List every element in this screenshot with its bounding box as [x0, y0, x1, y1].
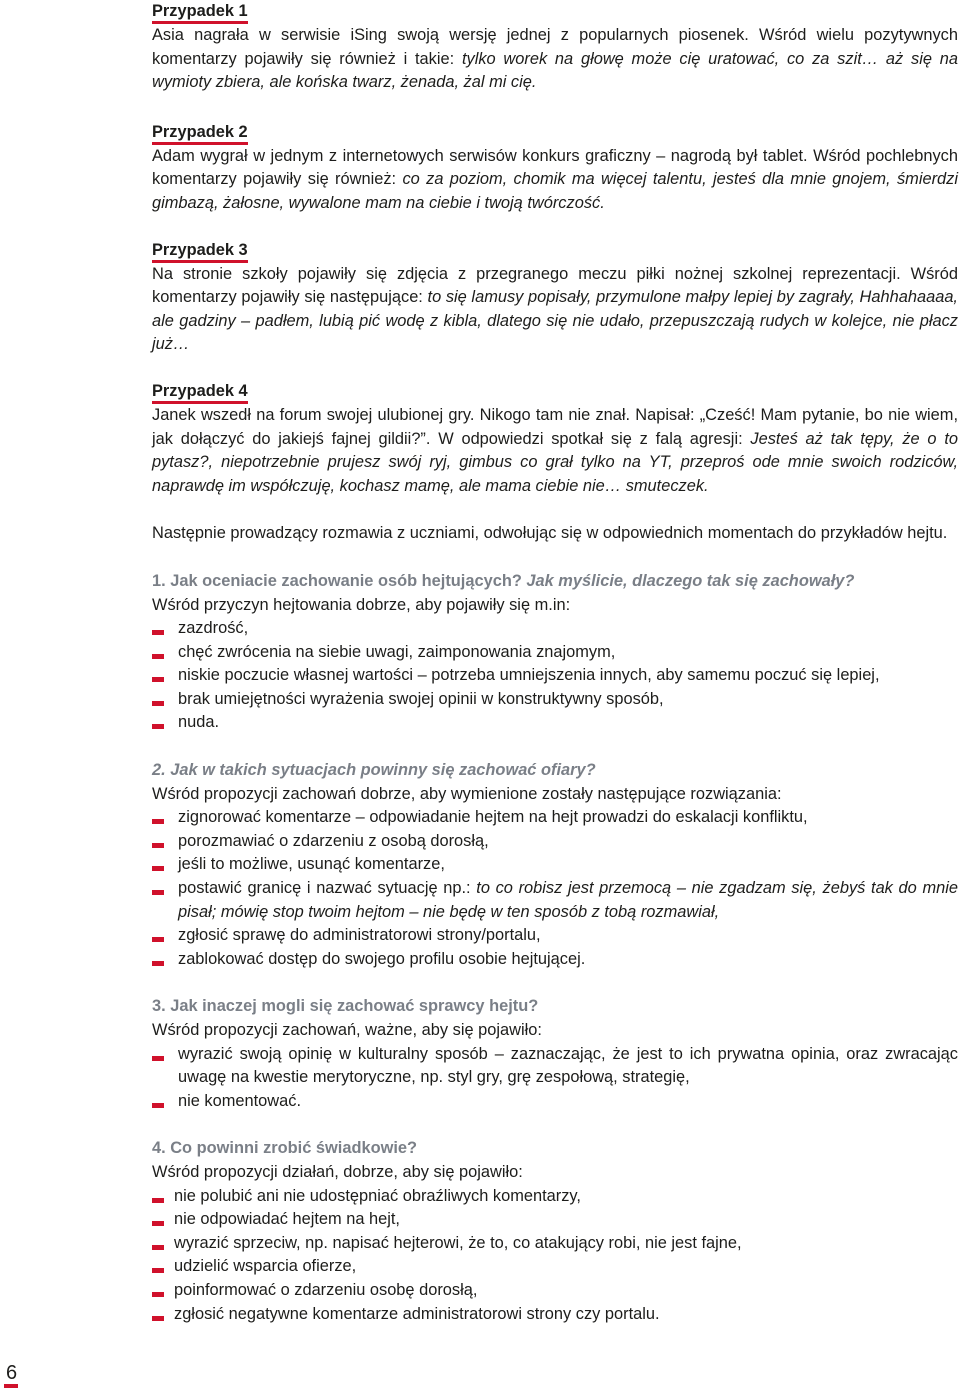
list-item-text: udzielić wsparcia ofierze,: [174, 1257, 357, 1276]
list-item-text: wyrazić swoją opinię w kulturalny sposób – zaznaczając, że jest to ich prywatna opinia, oraz zwracając uwagę na kwestie merytoryczne, np. styl gry, grę zespołową, strategię,: [178, 1044, 958, 1087]
case-text-quote: Jesteś aż tak tępy, że o to pytasz?, niepotrzebnie prujesz swój ryj, gimbus co grał tylko na YT, przeproś ode mnie swoich rodziców, naprawdę im współczuję, kochasz mamę, ale mama ciebie nie… smuteczek.: [152, 429, 958, 495]
case-3: [152, 239, 958, 357]
question-title-text: 1. Jak oceniacie zachowanie osób hejtujących?: [152, 571, 527, 590]
list-item-text: postawić granicę i nazwać sytuację np.:: [178, 879, 477, 898]
question-3: [152, 995, 958, 1113]
list-item: [152, 924, 958, 948]
list-item-text: nie komentować.: [178, 1091, 301, 1110]
case-heading: Przypadek 3: [152, 241, 248, 263]
list-item-text: brak umiejętności wyrażenia swojej opinii w konstruktywny sposób,: [178, 689, 664, 708]
list-item: [152, 617, 958, 641]
question-title-text: 2. Jak w takich sytuacjach powinny się zachować ofiary?: [152, 761, 596, 780]
question-lead: Wśród propozycji działań, dobrze, aby się pojawiło:: [152, 1162, 523, 1181]
list-item: [152, 1208, 958, 1232]
page-number: 6: [6, 1362, 18, 1384]
list-item-text: zablokować dostęp do swojego profilu osobie hejtującej.: [178, 949, 586, 968]
case-text-quote: co za poziom, chomik ma więcej talentu, jesteś dla mnie gnojem, śmierdzi gimbazą, żałosne, wywalone mam na ciebie i twoją twórczość.: [152, 170, 958, 212]
case-4: [152, 380, 958, 498]
list-item-text: chęć zwrócenia na siebie uwagi, zaimponowania znajomym,: [178, 642, 616, 661]
list-item-text: wyrazić sprzeciw, np. napisać hejterowi, że to, co atakujący robi, nie jest fajne,: [174, 1233, 742, 1252]
question-title: 4. Co powinni zrobić świadkowie?: [152, 1139, 418, 1158]
question-title: 3. Jak inaczej mogli się zachować sprawcy hejtu?: [152, 997, 539, 1016]
list-item: [152, 688, 958, 712]
list-item: [152, 664, 958, 688]
list-item: [152, 830, 958, 854]
answer-list: [152, 1185, 958, 1327]
list-item-text: jeśli to możliwe, usunąć komentarze,: [178, 855, 445, 874]
list-item: [152, 1185, 958, 1209]
list-item-text: poinformować o zdarzeniu osobę dorosłą,: [174, 1280, 478, 1299]
case-text-quote: tylko worek na głowę może cię uratować, co za szit… aż się na wymioty zbiera, ale końska twarz, żenada, żal mi cię.: [152, 49, 958, 92]
case-1: [152, 0, 958, 95]
answer-list: [152, 1043, 958, 1114]
case-text: [152, 145, 958, 216]
case-text-quote: to się lamusy popisały, przymulone małpy lepiej by zagrały, Hahhahaaaa, ale gadziny – padłem, lubią pić wodę z kibla, dlatego się nie udało, przepuszczają rudych w kolejce, nie płacz już…: [152, 288, 958, 354]
list-item-text: niskie poczucie własnej wartości – potrzeba umniejszenia innych, aby samemu poczuć się lepiej,: [178, 666, 880, 685]
question-title: [152, 759, 958, 783]
list-item: [152, 1090, 958, 1114]
list-item-text: nie polubić ani nie udostępniać obraźliwych komentarzy,: [174, 1186, 581, 1205]
list-item-text: zignorować komentarze – odpowiadanie hejtem na hejt prowadzi do eskalacji konfliktu,: [178, 808, 808, 827]
list-item-text: nie odpowiadać hejtem na hejt,: [174, 1210, 400, 1229]
intro-paragraph: Następnie prowadzący rozmawia z uczniami, odwołując się w odpowiednich momentach do przykładów hejtu.: [152, 524, 948, 543]
case-heading: Przypadek 1: [152, 2, 248, 24]
list-item-text: porozmawiać o zdarzeniu z osobą dorosłą,: [178, 831, 489, 850]
case-text-plain: Asia nagrała w serwisie iSing swoją wersję jednej z popularnych piosenek. Wśród wielu pozytywnych komentarzy pojawiły się również i takie:: [152, 26, 958, 68]
list-item: [152, 711, 958, 735]
case-text: [152, 263, 958, 357]
case-text-plain: Na stronie szkoły pojawiły się zdjęcia z przegranego meczu piłki nożnej szkolnej reprezentacji. Wśród komentarzy pojawiły się następujące:: [152, 264, 958, 307]
list-item: [152, 1303, 958, 1327]
question-1: [152, 570, 958, 735]
list-item: [152, 1232, 958, 1256]
case-2: [152, 121, 958, 216]
question-title-italic: Jak myślicie, dlaczego tak się zachowały?: [526, 571, 855, 590]
list-item: [152, 1043, 958, 1090]
list-item: [152, 806, 958, 830]
list-item: [152, 877, 958, 924]
case-heading: Przypadek 4: [152, 382, 248, 404]
list-item: [152, 1279, 958, 1303]
page-number-accent-bar: [4, 1384, 18, 1388]
question-lead: Wśród propozycji zachowań dobrze, aby wymienione zostały następujące rozwiązania:: [152, 784, 782, 803]
question-lead: Wśród propozycji zachowań, ważne, aby się pojawiło:: [152, 1021, 542, 1039]
list-item-text: nuda.: [178, 713, 220, 732]
list-item: [152, 641, 958, 665]
question-lead: Wśród przyczyn hejtowania dobrze, aby pojawiły się m.in:: [152, 595, 571, 614]
answer-list: [152, 806, 958, 971]
case-text: [152, 24, 958, 95]
document-body: [152, 0, 958, 1326]
case-text-plain: Janek wszedł na forum swojej ulubionej gry. Nikogo tam nie znał. Napisał: „Cześć! Mam pytanie, bo nie wiem, jak dołączyć do jakiejś fajnej gildii?”. W odpowiedzi spotkał się z falą agresji:: [152, 405, 958, 448]
list-item: [152, 948, 958, 972]
list-item-text: zazdrość,: [178, 619, 249, 638]
question-4: [152, 1137, 958, 1326]
question-2: [152, 759, 958, 971]
answer-list: [152, 617, 958, 735]
list-item: [152, 1255, 958, 1279]
list-item-text: zgłosić negatywne komentarze administratorowi strony czy portalu.: [174, 1304, 660, 1323]
case-text-plain: Adam wygrał w jednym z internetowych serwisów konkurs graficzny – nagrodą był tablet. Wśród pochlebnych komentarzy pojawiły się również:: [152, 146, 958, 189]
case-text: [152, 404, 958, 498]
list-item-quote: to co robisz jest przemocą – nie zgadzam się, żebyś tak do mnie pisał; mówię stop twoim hejtom – nie będę w ten sposób z tobą rozmawiał,: [178, 879, 958, 921]
case-heading: Przypadek 2: [152, 123, 248, 145]
list-item: [152, 853, 958, 877]
list-item-text: zgłosić sprawę do administratorowi strony/portalu,: [178, 926, 541, 945]
question-title: [152, 570, 958, 594]
